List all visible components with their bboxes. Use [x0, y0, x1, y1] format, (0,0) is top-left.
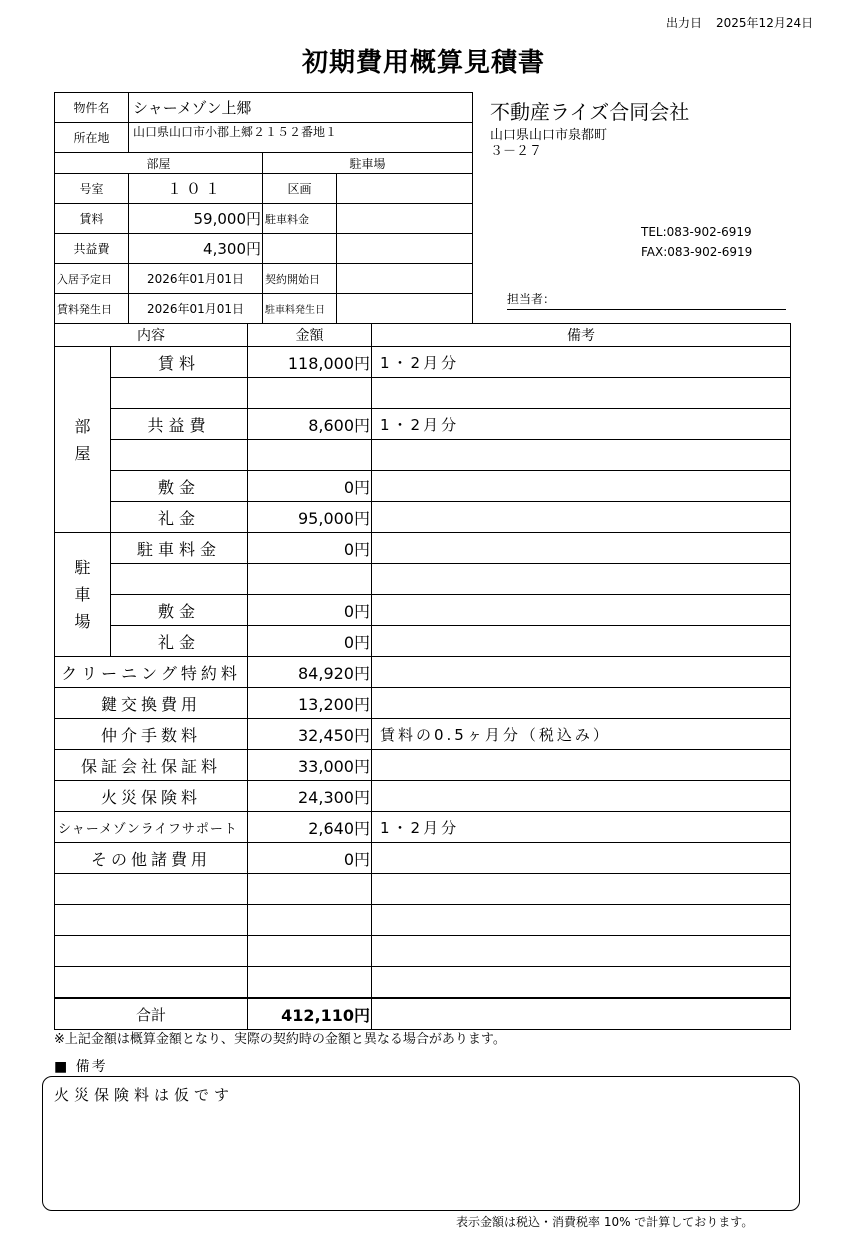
row-amount: 0円: [248, 843, 372, 874]
section-value: [337, 174, 473, 204]
row-amount: 0円: [248, 471, 372, 502]
row-note: [372, 378, 791, 409]
table-row: [55, 502, 791, 533]
table-row: [55, 905, 791, 936]
table-row: [55, 688, 791, 719]
row-label: 敷金: [111, 595, 248, 626]
table-row: [55, 347, 791, 378]
room-no-label: 号室: [55, 174, 129, 204]
total-amount: 412,110円: [248, 998, 372, 1030]
row-note: [372, 967, 791, 999]
row-label: 鍵交換費用: [55, 688, 248, 719]
row-label: 礼金: [111, 626, 248, 657]
head-note: 備考: [372, 324, 791, 347]
total-note: [372, 998, 791, 1030]
row-note: 1・2月分: [372, 812, 791, 843]
company-address-line1: 山口県山口市泉都町: [490, 128, 608, 143]
disclaimer: ※上記金額は概算金額となり、実際の契約時の金額と異なる場合があります。: [54, 1032, 506, 1047]
row-amount: [248, 967, 372, 999]
row-note: [372, 936, 791, 967]
table-row: [55, 471, 791, 502]
row-label: [111, 564, 248, 595]
property-name: シャーメゾン上郷: [129, 93, 473, 123]
room-head: 部屋: [55, 153, 263, 174]
room-group-label-text: 部 屋: [74, 416, 91, 463]
row-label: 火災保険料: [55, 781, 248, 812]
tax-footnote: 表示金額は税込・消費税率 10% で計算しております。: [456, 1215, 754, 1229]
table-row: [55, 378, 791, 409]
row-label: 駐車料金: [111, 533, 248, 564]
head-amount: 金額: [248, 324, 372, 347]
company-name: 不動産ライズ合同会社: [490, 100, 690, 124]
parking-group-label-text: 駐 車 場: [74, 558, 91, 631]
output-date: [666, 14, 827, 31]
company-fax: FAX:083-902-6919: [641, 245, 753, 259]
row-note: [372, 874, 791, 905]
row-note: [372, 533, 791, 564]
property-name-label: 物件名: [55, 93, 129, 123]
remarks-text: 火災保険料は仮です: [54, 1086, 235, 1104]
row-note: [372, 905, 791, 936]
table-row: [55, 595, 791, 626]
row-label: [55, 967, 248, 999]
move-in-date: 2026年01月01日: [129, 264, 263, 294]
row-amount: 118,000円: [248, 347, 372, 378]
table-row: [55, 657, 791, 688]
row-amount: [248, 874, 372, 905]
table-row: [55, 750, 791, 781]
property-address: 山口県山口市小郡上郷２１５２番地１: [129, 123, 473, 153]
row-label: 礼金: [111, 502, 248, 533]
cost-table: [54, 323, 791, 1030]
row-amount: 24,300円: [248, 781, 372, 812]
rent-start-label: 賃料発生日: [55, 294, 129, 324]
table-row: [55, 719, 791, 750]
output-date-label: 出力日: [666, 16, 703, 30]
row-note: [372, 626, 791, 657]
parking-start-value: [337, 294, 473, 324]
table-row: [55, 874, 791, 905]
table-row: [55, 626, 791, 657]
total-label: 合計: [55, 998, 248, 1030]
row-note: 1・2月分: [372, 347, 791, 378]
row-label: シャーメゾンライフサポート: [55, 812, 248, 843]
row-note: [372, 750, 791, 781]
row-label: 仲介手数料: [55, 719, 248, 750]
company-address-line2: ３－２７: [490, 144, 543, 159]
row-note: 賃料の0.5ヶ月分（税込み）: [372, 719, 791, 750]
room-no: １０１: [129, 174, 263, 204]
contract-start-label: 契約開始日: [263, 264, 337, 294]
row-note: [372, 595, 791, 626]
parking-group-label: [55, 533, 111, 657]
row-note: [372, 471, 791, 502]
row-label: [111, 378, 248, 409]
row-note: [372, 657, 791, 688]
remarks-heading: ■ 備考: [54, 1059, 108, 1075]
row-label: その他諸費用: [55, 843, 248, 874]
address-label: 所在地: [55, 123, 129, 153]
total-row: [55, 998, 791, 1030]
row-label: [55, 874, 248, 905]
table-row: [55, 812, 791, 843]
move-in-label: 入居予定日: [55, 264, 129, 294]
parking-fee-label: 駐車料金: [263, 204, 337, 234]
parking-start-label: 駐車料発生日: [263, 294, 337, 324]
row-amount: 33,000円: [248, 750, 372, 781]
company-contact: [641, 222, 752, 262]
row-note: [372, 564, 791, 595]
rent-value: 59,000円: [129, 204, 263, 234]
row-label: 保証会社保証料: [55, 750, 248, 781]
row-amount: 95,000円: [248, 502, 372, 533]
rent-start-date: 2026年01月01日: [129, 294, 263, 324]
common-fee-label: 共益費: [55, 234, 129, 264]
row-label: 賃料: [111, 347, 248, 378]
row-amount: 0円: [248, 533, 372, 564]
parking-head: 駐車場: [263, 153, 473, 174]
table-row: [55, 564, 791, 595]
property-table: [54, 92, 473, 324]
row-label: [55, 905, 248, 936]
output-date-value: 2025年12月24日: [716, 16, 814, 30]
row-amount: 84,920円: [248, 657, 372, 688]
company-address: [490, 128, 607, 160]
page-title: 初期費用概算見積書: [301, 48, 545, 78]
table-row: [55, 843, 791, 874]
table-row: [55, 533, 791, 564]
room-group-label: [55, 347, 111, 533]
table-row: [55, 936, 791, 967]
row-amount: 0円: [248, 626, 372, 657]
row-amount: [248, 440, 372, 471]
row-amount: 2,640円: [248, 812, 372, 843]
contract-start-value: [337, 264, 473, 294]
parking-fee-value: [337, 204, 473, 234]
row-label: [55, 936, 248, 967]
row-label: [111, 440, 248, 471]
person-in-charge: 担当者：: [507, 290, 786, 310]
row-label: 共益費: [111, 409, 248, 440]
row-note: 1・2月分: [372, 409, 791, 440]
row-amount: [248, 564, 372, 595]
row-amount: [248, 378, 372, 409]
table-row: [55, 781, 791, 812]
row-amount: [248, 936, 372, 967]
empty-cell: [337, 234, 473, 264]
common-fee-value: 4,300円: [129, 234, 263, 264]
section-label: 区画: [263, 174, 337, 204]
company-tel: TEL:083-902-6919: [641, 225, 752, 239]
row-amount: 8,600円: [248, 409, 372, 440]
rent-label: 賃料: [55, 204, 129, 234]
row-amount: [248, 905, 372, 936]
row-note: [372, 781, 791, 812]
row-label: クリーニング特約料: [55, 657, 248, 688]
row-amount: 32,450円: [248, 719, 372, 750]
head-item: 内容: [55, 324, 248, 347]
table-row: [55, 967, 791, 999]
table-row: [55, 409, 791, 440]
row-amount: 0円: [248, 595, 372, 626]
row-note: [372, 502, 791, 533]
row-note: [372, 440, 791, 471]
table-row: [55, 440, 791, 471]
row-note: [372, 688, 791, 719]
empty-cell: [263, 234, 337, 264]
row-note: [372, 843, 791, 874]
row-amount: 13,200円: [248, 688, 372, 719]
row-label: 敷金: [111, 471, 248, 502]
